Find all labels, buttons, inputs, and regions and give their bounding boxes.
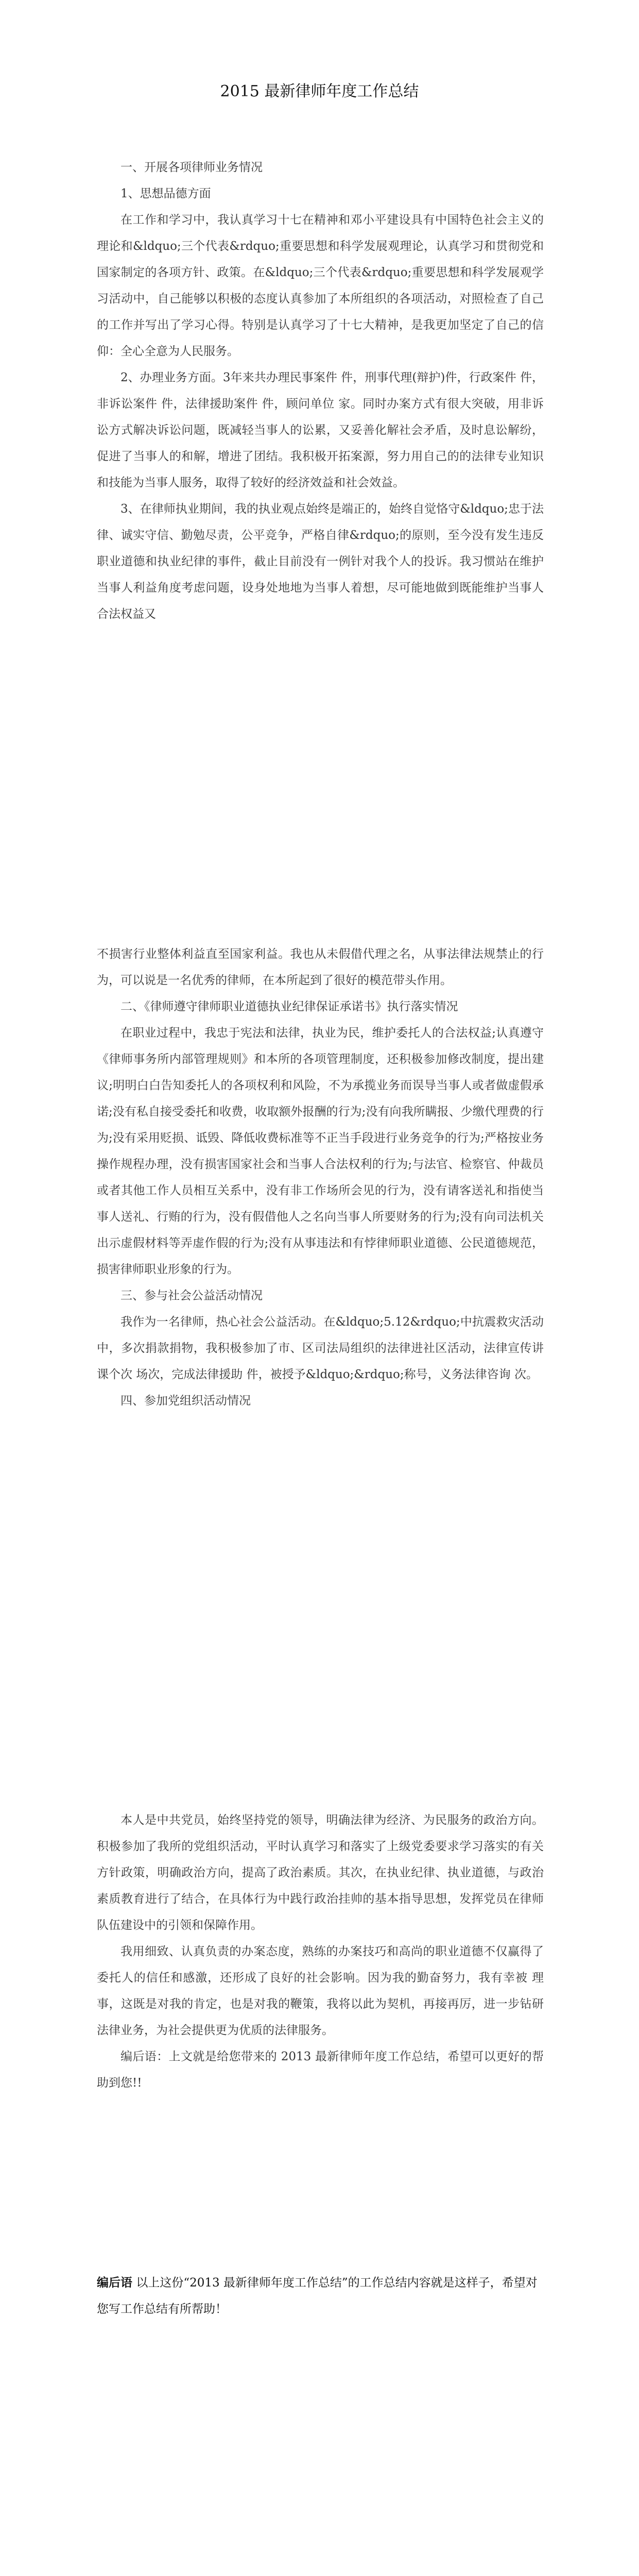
editor-note: [97, 2269, 544, 2323]
section-3: [97, 1807, 544, 2096]
paragraph: 在职业过程中，我忠于宪法和法律，执业为民，维护委托人的合法权益;认真遵守《律师事务所内部管理规则》和本所的各项管理制度，还积极参加修改制度，提出建议;明明白白告知委托人的各项权利和风险，不为承揽业务而误导当事人或者做虚假承诺;没有私自接受委托和收费，收取额外报酬的行为;没有向我所瞒报、少缴代理费的行为;没有采用贬损、诋毁、降低收费标准等不正当手段进行业务竞争的行为;严格按业务操作规程办理，没有损害国家社会和当事人合法权利的行为;与法官、检察官、仲裁员或者其他工作人员相互关系中，没有非工作场所会见的行为，没有请客送礼和指使当事人送礼、行贿的行为，没有假借他人之名向当事人所要财务的行为;没有向司法机关出示虚假材料等弄虚作假的行为;没有从事违法和有悖律师职业道德、公民道德规范，损害律师职业形象的行为。: [97, 1026, 544, 1276]
section-2: [97, 941, 544, 1414]
editor-note-text: 以上这份“2013 最新律师年度工作总结”的工作总结内容就是这样子，希望对您写工作总结有所帮助！: [97, 2276, 538, 2316]
page-title: 2015 最新律师年度工作总结: [220, 82, 419, 100]
paragraph: 我作为一名律师，热心社会公益活动。在&ldquo;5.12&rdquo;中抗震救灾活动中，多次捐款捐物，我积极参加了市、区司法局组织的法律进社区活动，法律宣传讲课个次 场次，完成法律援助 件，被授予&ldquo;&rdquo;称号，义务法律咨询 次。: [97, 1315, 544, 1381]
paragraph: 2、办理业务方面。3年来共办理民事案件 件，刑事代理(辩护)件，行政案件 件，非诉讼案件 件，法律援助案件 件，顾问单位 家。同时办案方式有很大突破，用非诉讼方式解决诉讼问题，既减轻当事人的讼累，又妥善化解社会矛盾，及时息讼解纷，促进了当事人的和解，增进了团结。我积极开拓案源，努力用自己的的法律专业知识和技能为当事人服务，取得了较好的经济效益和社会效益。: [97, 371, 544, 489]
subsection-heading: 1、思想品德方面: [120, 187, 211, 200]
section-heading: 四、参加党组织活动情况: [120, 1394, 251, 1408]
paragraph: 我用细致、认真负责的办案态度，熟练的办案技巧和高尚的职业道德不仅赢得了委托人的信任和感激，还形成了良好的社会影响。因为我的勤奋努力，我有幸被 理事，这既是对我的肯定，也是对我的鞭策，我将以此为契机，再接再厉，进一步钻研法律业务，为社会提供更为优质的法律服务。: [97, 1945, 544, 2037]
paragraph: 不损害行业整体利益直至国家利益。我也从未假借代理之名，从事法律法规禁止的行为，可以说是一名优秀的律师，在本所起到了很好的模范带头作用。: [97, 947, 544, 987]
paragraph: 3、在律师执业期间，我的执业观点始终是端正的，始终自觉恪守&ldquo;忠于法律、诚实守信、勤勉尽责，公平竞争，严格自律&rdquo;的原则，至今没有发生违反职业道德和执业纪律的事件，截止目前没有一例针对我个人的投诉。我习惯站在维护当事人利益角度考虑问题，设身处地地为当事人着想，尽可能地做到既能维护当事人合法权益又: [97, 502, 544, 621]
section-1: [97, 155, 544, 628]
paragraph: 本人是中共党员，始终坚持党的领导，明确法律为经济、为民服务的政治方向。积极参加了我所的党组织活动，平时认真学习和落实了上级党委要求学习落实的有关方针政策，明确政治方向，提高了政治素质。其次，在执业纪律、执业道德，与政治素质教育进行了结合，在具体行为中践行政治挂帅的基本指导思想，发挥党员在律师队伍建设中的引领和保障作用。: [97, 1814, 544, 1932]
paragraph: 在工作和学习中，我认真学习十七在精神和邓小平建设具有中国特色社会主义的理论和&ldquo;三个代表&rdquo;重要思想和科学发展观理论，认真学习和贯彻党和国家制定的各项方针、政策。在&ldquo;三个代表&rdquo;重要思想和科学发展观学习活动中，自己能够以积极的态度认真参加了本所组织的各项活动，对照检查了自己的工作并写出了学习心得。特别是认真学习了十七大精神，是我更加坚定了自己的信仰：全心全意为人民服务。: [97, 213, 544, 358]
section-heading: 三、参与社会公益活动情况: [120, 1289, 263, 1302]
editor-note-label: 编后语: [97, 2276, 132, 2290]
paragraph: 编后语：上文就是给您带来的 2013 最新律师年度工作总结，希望可以更好的帮助到您!!: [97, 2050, 544, 2090]
section-heading: 二、《律师遵守律师职业道德执业纪律保证承诺书》执行落实情况: [120, 1000, 458, 1013]
section-heading: 一、开展各项律师业务情况: [120, 161, 263, 174]
